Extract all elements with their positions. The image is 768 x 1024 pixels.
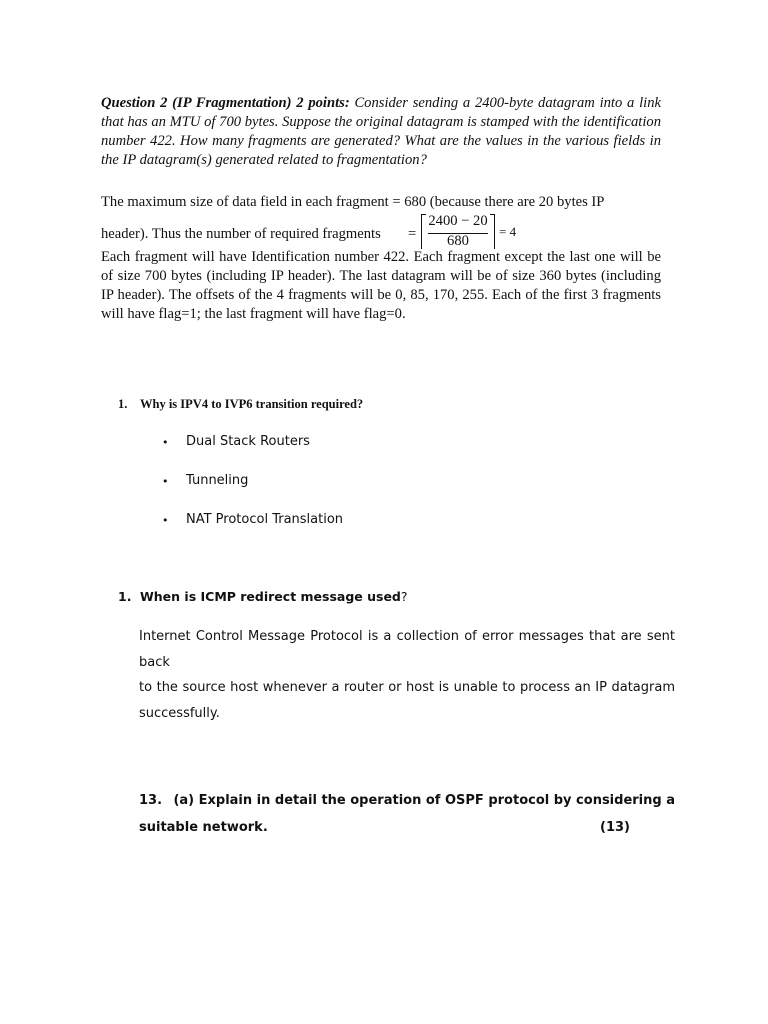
question-13-text: suitable network. — [139, 820, 268, 835]
question-13-marks: (13) — [600, 820, 630, 835]
bullet-text: NAT Protocol Translation — [186, 512, 344, 527]
question-13-line-2 — [139, 814, 675, 841]
item-heading-text: When is ICMP redirect message used — [140, 589, 401, 604]
answer-block — [101, 193, 661, 324]
item-heading-text: Why is IPV4 to IVP6 transition required? — [140, 397, 364, 411]
fraction-denominator: 680 — [447, 233, 469, 249]
bullet-icon: • — [162, 514, 169, 527]
formula-equals: = — [408, 226, 417, 242]
question-text: Consider sending a 2400-byte datagram into a link that has an MTU of 700 bytes. Suppose the original datagram is stamped with the identification number 422. How many fragments are generated? What are the values in the various fields in the IP datagram(s) generated related to fragmentation? — [101, 95, 661, 168]
paragraph-line: Internet Control Message Protocol is a collection of error messages that are sent back — [139, 629, 675, 670]
bullet-text: Dual Stack Routers — [186, 434, 310, 449]
question-13-part: (a) Explain in detail the operation of OSPF protocol by considering a — [173, 793, 675, 808]
transition-bullet-list — [162, 434, 343, 551]
item-heading-ipv4-transition — [118, 397, 363, 412]
question-label: Question 2 (IP Fragmentation) 2 points: — [101, 95, 350, 111]
answer-line-1: The maximum size of data field in each fragment = 680 (because there are 20 bytes IP — [101, 194, 605, 210]
item-heading-icmp-redirect — [118, 589, 408, 604]
item-heading-suffix: ? — [400, 589, 408, 604]
paragraph-line: successfully. — [139, 705, 220, 721]
question-13 — [139, 787, 675, 841]
item-number: 1. — [118, 397, 128, 411]
question-13-number: 13. — [139, 793, 163, 808]
question-block — [101, 94, 661, 170]
formula-label: header). Thus the number of required fragments — [101, 226, 381, 242]
answer-paragraph: Each fragment will have Identification number 422. Each fragment except the last one will be of size 700 bytes (including IP header). The last datagram will be of size 360 bytes (including IP header). The offsets of the 4 fragments will be 0, 85, 170, 255. Each of the first 3 fragments will have flag=1; the last fragment will have flag=0. — [101, 249, 661, 322]
question-13-line-1 — [139, 787, 675, 814]
icmp-paragraph — [139, 624, 675, 726]
list-item — [162, 473, 343, 512]
list-item — [162, 434, 343, 473]
ceiling-bracket-right — [490, 214, 495, 249]
bullet-text: Tunneling — [186, 473, 249, 488]
ceiling-bracket-left — [421, 214, 426, 249]
fragment-formula — [101, 214, 661, 248]
paragraph-line: to the source host whenever a router or host is unable to process an IP datagram — [139, 680, 675, 695]
fraction-numerator: 2400 − 20 — [428, 213, 488, 229]
bullet-icon: • — [162, 475, 169, 488]
formula-result: = 4 — [499, 224, 517, 239]
item-number: 1. — [118, 589, 132, 604]
ceiling-fraction — [421, 214, 495, 248]
bullet-icon: • — [162, 436, 169, 449]
list-item — [162, 512, 343, 551]
